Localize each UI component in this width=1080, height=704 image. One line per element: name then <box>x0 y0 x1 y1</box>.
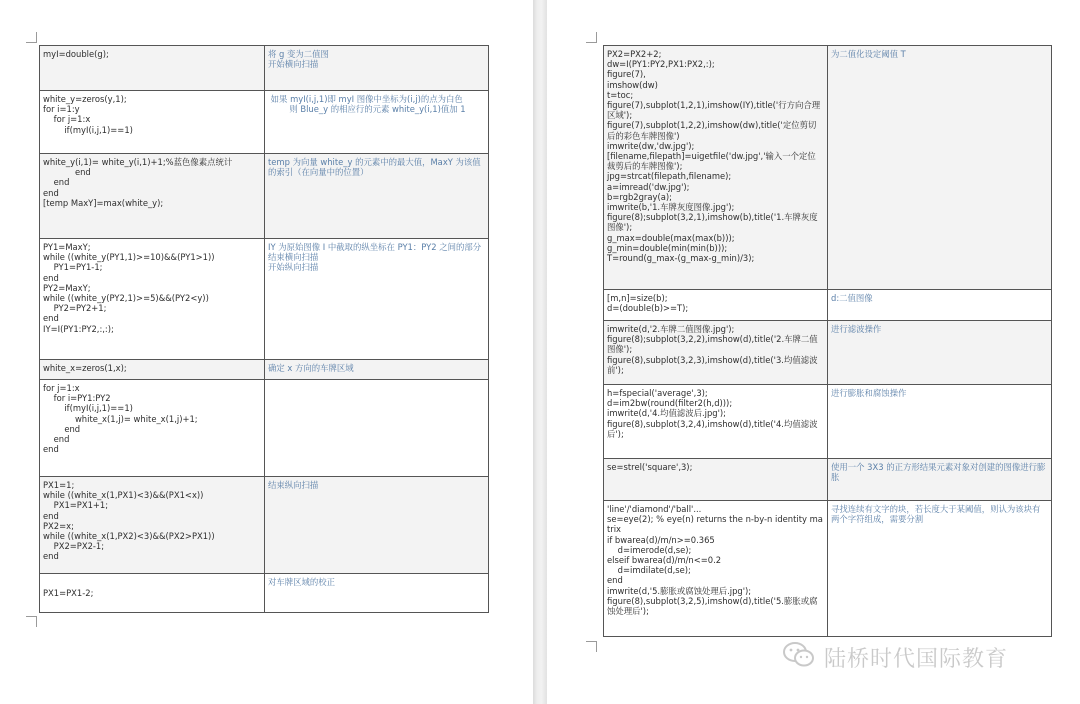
wechat-icon <box>782 641 816 673</box>
code-cell: se=strel('square',3); <box>604 459 828 501</box>
table-row <box>40 574 489 613</box>
table-row <box>40 91 489 154</box>
code-cell: white_x=zeros(1,x); <box>40 360 265 380</box>
comment-cell: 将 g 变为二值图 开始横向扫描 <box>265 46 489 91</box>
comment-cell: 寻找连续有文字的块，若长度大于某阈值，则认为该块有两个字符组成，需要分割 <box>828 501 1052 637</box>
table-row <box>604 385 1052 459</box>
crop-mark-top-left <box>26 32 37 43</box>
code-cell: [m,n]=size(b); d=(double(b)>=T); <box>604 290 828 321</box>
code-cell: PY1=MaxY; while ((white_y(PY1,1)>=10)&&(PY1>1)) PY1=PY1-1; end PY2=MaxY; while ((white_y(PY2,1)>=5)&&(PY2<y)) PY2=PY2+1; end IY=I(PY1:PY2,:,:); <box>40 239 265 360</box>
code-cell: h=fspecial('average',3); d=im2bw(round(filter2(h,d))); imwrite(d,'4.均值滤波后.jpg'); figure(8),subplot(3,2,4),imshow(d),title('4.均值滤波后'); <box>604 385 828 459</box>
table-row <box>40 477 489 574</box>
code-cell: for j=1:x for i=PY1:PY2 if(myI(i,j,1)==1) white_x(1,j)= white_x(1,j)+1; end end end <box>40 380 265 477</box>
right-document-page <box>547 0 1080 704</box>
code-cell: white_y=zeros(y,1); for i=1:y for j=1:x if(myI(i,j,1)==1) <box>40 91 265 154</box>
table-row <box>40 46 489 91</box>
comment-cell: 如果 myI(i,j,1)即 myI 图像中坐标为(i,j)的点为白色 则 Blue_y 的相应行的元素 white_y(i,1)值加 1 <box>265 91 489 154</box>
table-row <box>604 46 1052 290</box>
comment-cell: d:二值图像 <box>828 290 1052 321</box>
comment-cell: 为二值化设定阈值 T <box>828 46 1052 290</box>
left-document-page <box>0 0 533 704</box>
page-gutter <box>533 0 547 704</box>
table-row <box>40 154 489 239</box>
code-cell: PX2=PX2+2; dw=I(PY1:PY2,PX1:PX2,:); figure(7), imshow(dw) t=toc; figure(7),subplot(1,2,1),imshow(IY),title('行方向合理区域'); figure(7),subplot(1,2,2),imshow(dw),title('定位剪切后的彩色车牌图像') imwrite(dw,'dw.jpg'); [filename,filepath]=uigetfile('dw.jpg','输入一个定位裁剪后的车牌图像'); jpg=strcat(filepath,filename); a=imread('dw.jpg'); b=rgb2gray(a); imwrite(b,'1.车牌灰度图像.jpg'); figure(8);subplot(3,2,1),imshow(b),title('1.车牌灰度图像'); g_max=double(max(max(b))); g_min=double(min(min(b))); T=round(g_max-(g_max-g_min)/3); <box>604 46 828 290</box>
comment-cell <box>265 380 489 477</box>
watermark-text: 陆桥时代国际教育 <box>824 646 1009 672</box>
crop-mark-bottom-left <box>26 616 37 627</box>
table-row <box>40 380 489 477</box>
crop-mark-bottom-left <box>586 641 597 652</box>
comment-cell: 进行滤波操作 <box>828 321 1052 385</box>
code-cell: imwrite(d,'2.车牌二值图像.jpg'); figure(8);subplot(3,2,2),imshow(d),title('2.车牌二值图像'); figure(8),subplot(3,2,3),imshow(d),title('3.均值滤波前'); <box>604 321 828 385</box>
table-row <box>604 501 1052 637</box>
table-row <box>604 321 1052 385</box>
comment-cell: IY 为原始图像 I 中截取的纵坐标在 PY1：PY2 之间的部分 结束横向扫描 开始纵向扫描 <box>265 239 489 360</box>
code-cell: PX1=1; while ((white_x(1,PX1)<3)&&(PX1<x)) PX1=PX1+1; end PX2=x; while ((white_x(1,PX2)<3)&&(PX2>PX1)) PX2=PX2-1; end <box>40 477 265 574</box>
table-row <box>40 239 489 360</box>
comment-cell: 使用一个 3X3 的正方形结果元素对象对创建的图像进行膨胀 <box>828 459 1052 501</box>
code-cell: 'line'/'diamond'/'ball'... se=eye(2); % eye(n) returns the n-by-n identity matrix if bwarea(d)/m/n>=0.365 d=imerode(d,se); elseif bwarea(d)/m/n<=0.2 d=imdilate(d,se); end imwrite(d,'5.膨胀或腐蚀处理后.jpg'); figure(8),subplot(3,2,5),imshow(d),title('5.膨胀或腐蚀处理后'); <box>604 501 828 637</box>
comment-cell: 对车牌区域的校正 <box>265 574 489 613</box>
table-row <box>40 360 489 380</box>
left-code-table <box>39 45 489 613</box>
table-row <box>604 290 1052 321</box>
code-cell: myI=double(g); <box>40 46 265 91</box>
code-cell: white_y(i,1)= white_y(i,1)+1;%蓝色像素点统计 end end end [temp MaxY]=max(white_y); <box>40 154 265 239</box>
comment-cell: temp 为向量 white_y 的元素中的最大值，MaxY 为该值的索引（在向量中的位置） <box>265 154 489 239</box>
crop-mark-top-left <box>586 32 597 43</box>
comment-cell: 确定 x 方向的车牌区域 <box>265 360 489 380</box>
watermark <box>782 642 1008 672</box>
table-row <box>604 459 1052 501</box>
right-code-table <box>603 45 1052 637</box>
comment-cell: 进行膨胀和腐蚀操作 <box>828 385 1052 459</box>
comment-cell: 结束纵向扫描 <box>265 477 489 574</box>
code-cell: PX1=PX1-2; <box>40 574 265 613</box>
